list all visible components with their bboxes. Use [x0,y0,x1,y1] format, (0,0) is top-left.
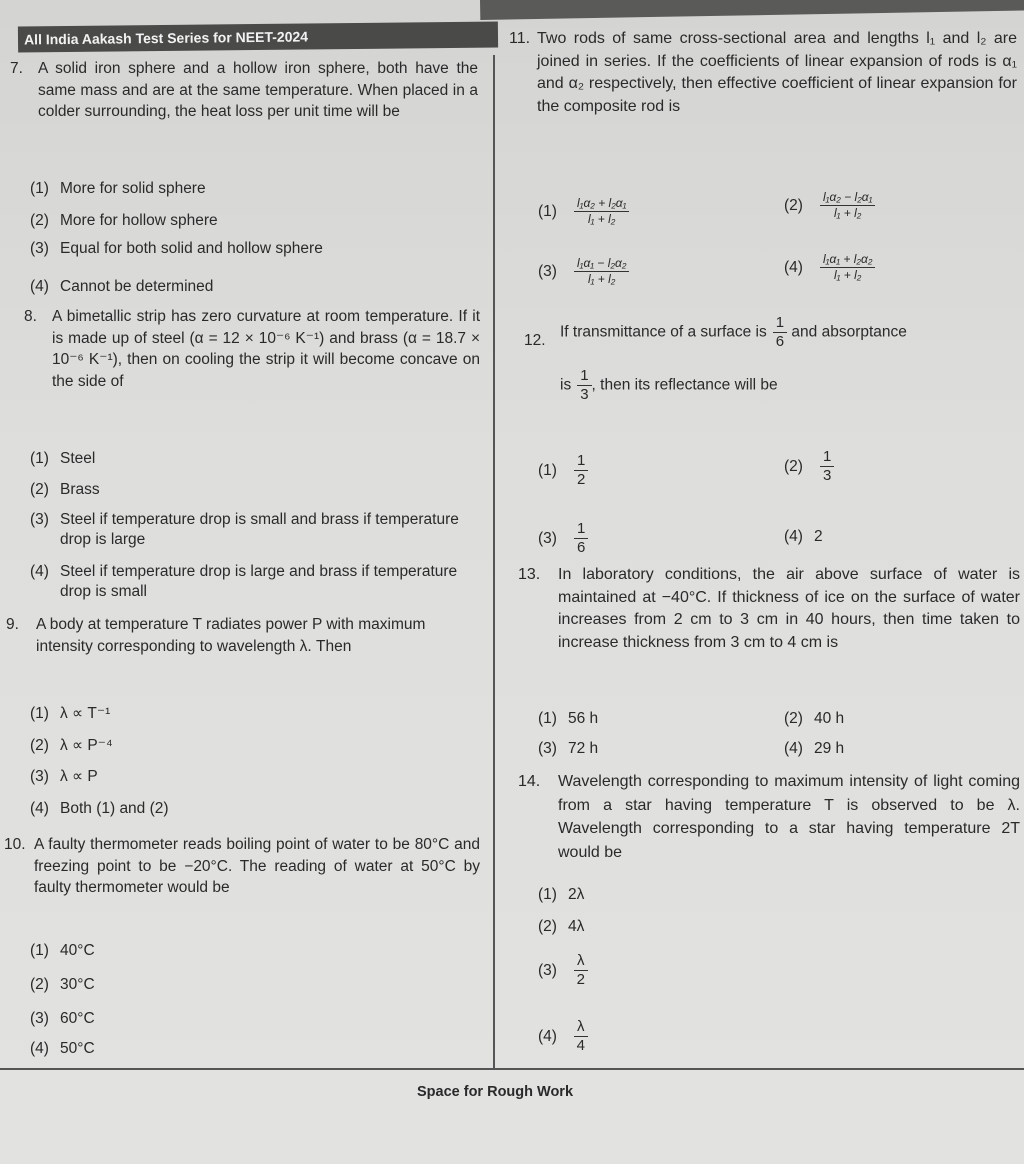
question-text: Wavelength corresponding to maximum intensity of light coming from a star having temperature T is observed to be λ. Wavelength corresponding to a star having temperature 2T would be [558,773,1020,861]
option[interactable]: (3) $\frac{1}{6}$ [538,520,588,557]
question-11 [509,28,1017,118]
option[interactable]: (2) $\frac{\text{l₁α₂ − l₂α₁}}{\text{l₁ + l₂}}$ [784,190,875,221]
option[interactable]: (1) 56 h [538,710,599,727]
option[interactable]: (2) 30°C [30,976,95,993]
option[interactable]: (2) $\frac{1}{3}$ [784,448,834,485]
question-number: 7. [10,60,23,77]
question-text: A body at temperature T radiates power P with maximum intensity corresponding to wavelength λ. Then [36,616,426,655]
question-text: Two rods of same cross-sectional area and lengths l₁ and l₂ are joined in series. If the coefficients of linear expansion of rods is α₁ and α₂ respectively, then effective coefficient of linear expansion for the composite rod is [537,30,1017,115]
option[interactable]: (4) 50°C [30,1040,95,1057]
question-14 [518,770,1020,864]
option[interactable]: (3) Steel if temperature drop is small and brass if temperature drop is large [30,511,459,548]
option[interactable]: (2) 40 h [784,710,845,727]
question-8 [24,306,480,392]
question-13 [518,564,1020,654]
option[interactable]: (4) $\frac{\text{l₁α₁ + l₂α₂}}{\text{l₁ + l₂}}$ [784,252,875,283]
question-7 [10,58,478,123]
option[interactable]: (1) 40°C [30,942,95,959]
rough-work-label: Space for Rough Work [416,1084,574,1100]
option[interactable]: (4) 2 [784,528,823,545]
question-12: 12. If transmittance of a surface is $\frac{1}{6}$ and absorptance is $\frac{1}{3}$ , then its reflectance will be [524,314,907,403]
option[interactable]: (3) λ ∝ P [30,768,98,785]
option[interactable]: (1) 2λ [538,886,585,903]
test-series-header: All India Aakash Test Series for NEET-2024 [18,21,498,52]
option[interactable]: (3) Equal for both solid and hollow sphere [30,240,323,257]
page-top-shadow [480,0,1024,20]
question-text: A solid iron sphere and a hollow iron sphere, both have the same mass and are at the same temperature. When placed in a colder surrounding, the heat loss per unit time will be [38,60,478,120]
option[interactable]: (4) Steel if temperature drop is large and brass if temperature drop is small [30,563,458,600]
question-number: 9. [6,616,19,633]
option[interactable]: (1) Steel [30,450,96,467]
option[interactable]: (1) $\frac{1}{2}$ [538,452,588,489]
option[interactable]: (4) $\frac{\lambda}{4}$ [538,1018,588,1055]
option[interactable]: (2) More for hollow sphere [30,212,218,229]
option[interactable]: (1) More for solid sphere [30,180,206,197]
option[interactable]: (2) 4λ [538,918,585,935]
option[interactable]: (3) 60°C [30,1010,95,1027]
column-divider [493,55,495,1070]
question-number: 13. [518,566,541,583]
option[interactable]: (2) Brass [30,481,100,498]
option[interactable]: (3) $\frac{\text{l₁α₁ − l₂α₂}}{\text{l₁ + l₂}}$ [538,256,629,287]
question-10 [4,834,480,899]
option[interactable]: (4) Cannot be determined [30,278,214,295]
question-number: 12. [524,332,546,349]
option[interactable]: (4) Both (1) and (2) [30,800,169,817]
question-number: 8. [24,308,37,325]
option[interactable]: (3) 72 h [538,740,599,757]
question-text: A faulty thermometer reads boiling point of water to be 80°C and freezing point to be −20°C. The reading of water at 50°C by faulty thermometer would be [34,836,480,896]
option[interactable]: (1) λ ∝ T⁻¹ [30,705,111,722]
rough-work-divider [0,1068,1024,1070]
question-number: 11. [509,30,531,47]
question-text: A bimetallic strip has zero curvature at room temperature. If it is made up of steel (α = 12 × 10⁻⁶ K⁻¹) and brass (α = 18.7 × 10⁻⁶ K⁻¹), then on cooling the strip it will become concave on the side of [52,308,480,390]
question-number: 10. [4,836,26,853]
option[interactable]: (2) λ ∝ P⁻⁴ [30,737,113,754]
question-number: 14. [518,773,541,790]
option[interactable]: (1) $\frac{\text{l₁α₂ + l₂α₁}}{\text{l₁ + l₂}}$ [538,196,629,227]
question-9 [6,614,480,657]
option[interactable]: (3) $\frac{\lambda}{2}$ [538,952,588,989]
question-text: In laboratory conditions, the air above surface of water is maintained at −40°C. If thickness of ice on the surface of water increases from 2 cm to 3 cm in 40 hours, then time taken to increase thickness from 3 cm to 4 cm is [558,566,1020,651]
option[interactable]: (4) 29 h [784,740,845,757]
